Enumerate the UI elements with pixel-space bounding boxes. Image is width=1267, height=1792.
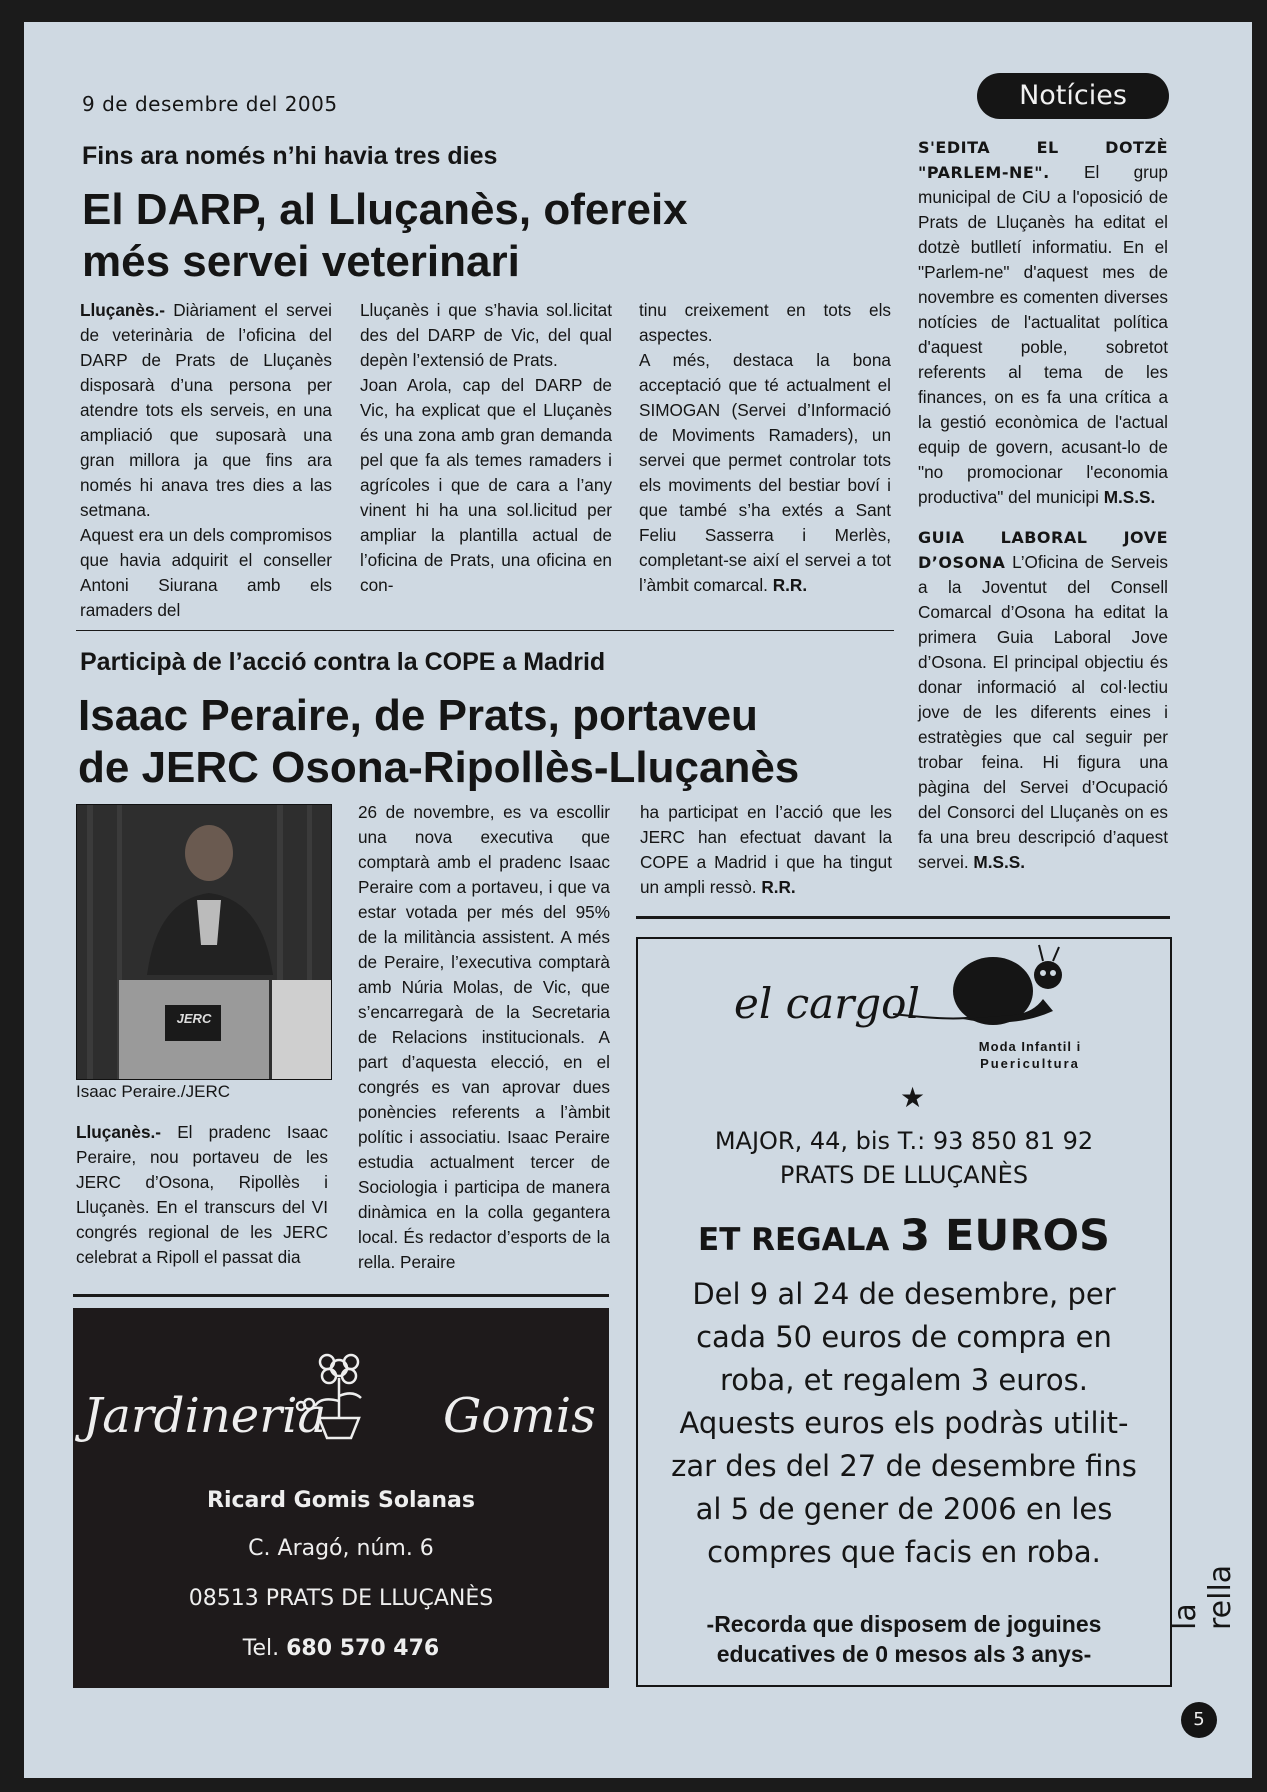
article1-col3-p2: A més, destaca la bona acceptació que té actualment el SIMOGAN (Servei d’Informació de Moviments Ramaders), un servei que permet controlar tots els moviments del bestiar boví i que també s’ha extés a Sant Feliu Sasserra i Merlès, completant-se així el servei a tot l’àmbit comarcal.: [639, 350, 891, 595]
article1-column-3: [639, 298, 891, 598]
page-number: 5: [1181, 1702, 1217, 1738]
article-divider: [76, 630, 894, 631]
ad-body-line-2: cada 50 euros de compra en: [696, 1320, 1112, 1354]
podium-logo: JERC: [176, 1011, 212, 1026]
ad-body-line-4: Aquests euros els podràs utilit-: [679, 1406, 1129, 1440]
article1-headline-line1: El DARP, al Lluçanès, ofereix: [82, 185, 688, 234]
issue-date: 9 de desembre del 2005: [82, 92, 338, 116]
publication-name: la rella: [1168, 1564, 1238, 1630]
article2-headline-line2: de JERC Osona-Ripollès-Lluçanès: [78, 743, 800, 792]
star-icon: ★: [900, 1082, 926, 1113]
article1-headline-line2: més servei veterinari: [82, 237, 520, 286]
ad-promo-headline: [638, 1211, 1170, 1261]
photo-isaac-peraire: [76, 804, 332, 1080]
article2-kicker: Participà de l’acció contra la COPE a Madrid: [80, 648, 606, 676]
article1-kicker: Fins ara només n’hi havia tres dies: [82, 142, 498, 170]
article1-col3-p1: tinu creixement en tots els aspectes.: [639, 300, 891, 345]
brief2-title: GUIA LABORAL JOVE D’OSONA: [918, 528, 1168, 572]
ad-note-line-1: -Recorda que disposem de joguines: [706, 1611, 1102, 1637]
brief1-title: S'EDITA EL DOTZÈ "PARLEM-NE".: [918, 138, 1168, 182]
article1-col1-p2: Aquest era un dels compromisos que havia adquirit el conseller Antoni Siurana amb els ramaders del: [80, 525, 332, 620]
article2-lead: Lluçanès.-: [76, 1122, 162, 1142]
ad-promo-amount: 3 EUROS: [900, 1211, 1110, 1261]
ad-body-line-3: roba, et regalem 3 euros.: [720, 1363, 1088, 1397]
brief2-body: L’Oficina de Serveis a la Joventut del Consell Comarcal d’Osona ha editat la primera Guia Laboral Jove d’Osona. El principal objectiu és donar informació al col·lectiu jove de les diferents eines i estratègies que cal seguir per trobar feina. Hi figura una pàgina del Servei d’Ocupació del Consorci del Lluçanès on es fa una breu descripció d’aquest servei.: [918, 552, 1168, 872]
speaker-photo-illustration: [77, 805, 331, 1079]
ad-phone-label: Tel.: [242, 1636, 280, 1661]
ad-promo-prefix: ET REGALA: [698, 1222, 901, 1258]
ad-city: PRATS DE LLUÇANÈS: [779, 1161, 1029, 1189]
ad-note-line-2: educatives de 0 mesos als 3 anys-: [716, 1641, 1092, 1667]
article2-col3-p1: ha participat en l’acció que les JERC han efectuat davant la COPE a Madrid i que ha tingut un ampli ressò.: [640, 802, 892, 897]
article1-col2-p2: Joan Arola, cap del DARP de Vic, ha explicat que el Lluçanès és una zona amb gran demanda pel que fa als temes ramaders i agrícoles i que de cara a l’any vinent hi ha una sol.licitud per ampliar la plantilla actual de l’oficina de Prats, una oficina en con-: [360, 375, 612, 595]
article2-column-1: [76, 1120, 328, 1270]
photo-caption: Isaac Peraire./JERC: [76, 1082, 230, 1101]
ad-address: C. Aragó, núm. 6: [248, 1536, 434, 1561]
ad-tagline-2: Puericultura: [980, 1056, 1080, 1071]
article1-column-2: [360, 298, 612, 598]
el-cargol-logo: el cargol: [734, 979, 920, 1028]
article2-signature: R.R.: [761, 877, 796, 897]
article1-signature: R.R.: [772, 575, 808, 595]
article2-column-2: [358, 800, 610, 1275]
ad-el-cargol: [636, 937, 1172, 1687]
logo-word-jardineria: Jardineria: [83, 1388, 327, 1444]
ad-phone-number: 680 570 476: [286, 1636, 440, 1661]
article2-column-3: [640, 800, 892, 900]
article2-col2-p1: 26 de novembre, es va escollir una nova executiva que comptarà amb el pradenc Isaac Peraire com a portaveu, i que va estar votada per més del 95% de la militància assistent. A més de Peraire, l’executiva comptarà amb Núria Molas, de Vic, que s’encarregarà de la Secretaria de Relacions institucionals. A part d’aquesta elecció, en el congrés es van aprovar dues ponències referents a l’àmbit polític i associatiu. Isaac Peraire estudia actualment tercer de Sociologia i participa de manera dinàmica en la colla gegantera local. És redactor d’esports de la rella. Peraire: [358, 802, 610, 1272]
snail-icon: [893, 939, 1093, 1039]
article1-column-1: [80, 298, 332, 623]
ad-tagline-1: Moda Infantil i: [978, 1039, 1082, 1054]
ad-city: 08513 PRATS DE LLUÇANÈS: [188, 1586, 494, 1611]
article1-col2-p1: Lluçanès i que s’havia sol.licitat des del DARP de Vic, del qual depèn l’extensió de Prats.: [360, 300, 612, 370]
ad-left-top-rule: [73, 1294, 609, 1297]
article2-headline-line1: Isaac Peraire, de Prats, portaveu: [78, 691, 758, 740]
brief2-signature: M.S.S.: [973, 852, 1025, 872]
article1-col1-p1: Diàriament el servei de veterinària de l’oficina del DARP de Prats de Lluçanès disposarà d’una persona per atendre tots els serveis, en una ampliació que suposarà una gran millora ja que fins ara només hi anava tres dies a las setmana.: [80, 300, 332, 520]
ad-body-line-6: al 5 de gener de 2006 en les: [695, 1492, 1113, 1526]
brief1-signature: M.S.S.: [1103, 487, 1156, 507]
brief1-body: El grup municipal de CiU a l'oposició de Prats de Lluçanès ha editat el dotzè butlletí informatiu. En el "Parlem-ne" d'aquest mes de novembre es comenten diverses notícies de l'actualitat política d'aquest poble, sobretot referents al tema de les finances, on es fa una crítica a la gestió econòmica de l'actual equip de govern, acusant-lo de "no promocionar l'economia productiva" del municipi: [918, 162, 1168, 507]
sidebar-brief-parlem-ne: [918, 135, 1168, 510]
article2-col1-p1: El pradenc Isaac Peraire, nou portaveu de les JERC d’Osona, Ripollès i Lluçanès. En el transcurs del VI congrés regional de les JERC celebrat a Ripoll el passat dia: [76, 1122, 328, 1267]
logo-word-gomis: Gomis: [443, 1388, 596, 1444]
sidebar-brief-guia-laboral: [918, 525, 1168, 875]
ad-body-line-1: Del 9 al 24 de desembre, per: [692, 1277, 1116, 1311]
ad-jardineria-gomis: [73, 1308, 609, 1688]
ad-top-rule: [636, 916, 1170, 919]
ad-body-line-7: compres que facis en roba.: [707, 1535, 1101, 1569]
ad-owner-name: Ricard Gomis Solanas: [207, 1488, 475, 1513]
section-badge: Notícies: [977, 73, 1169, 119]
ad-phone: [73, 1636, 609, 1661]
article1-lead: Lluçanès.-: [80, 300, 166, 320]
ad-body-line-5: zar des del 27 de desembre fins: [671, 1449, 1137, 1483]
ad-address: MAJOR, 44, bis T.: 93 850 81 92: [714, 1127, 1094, 1155]
